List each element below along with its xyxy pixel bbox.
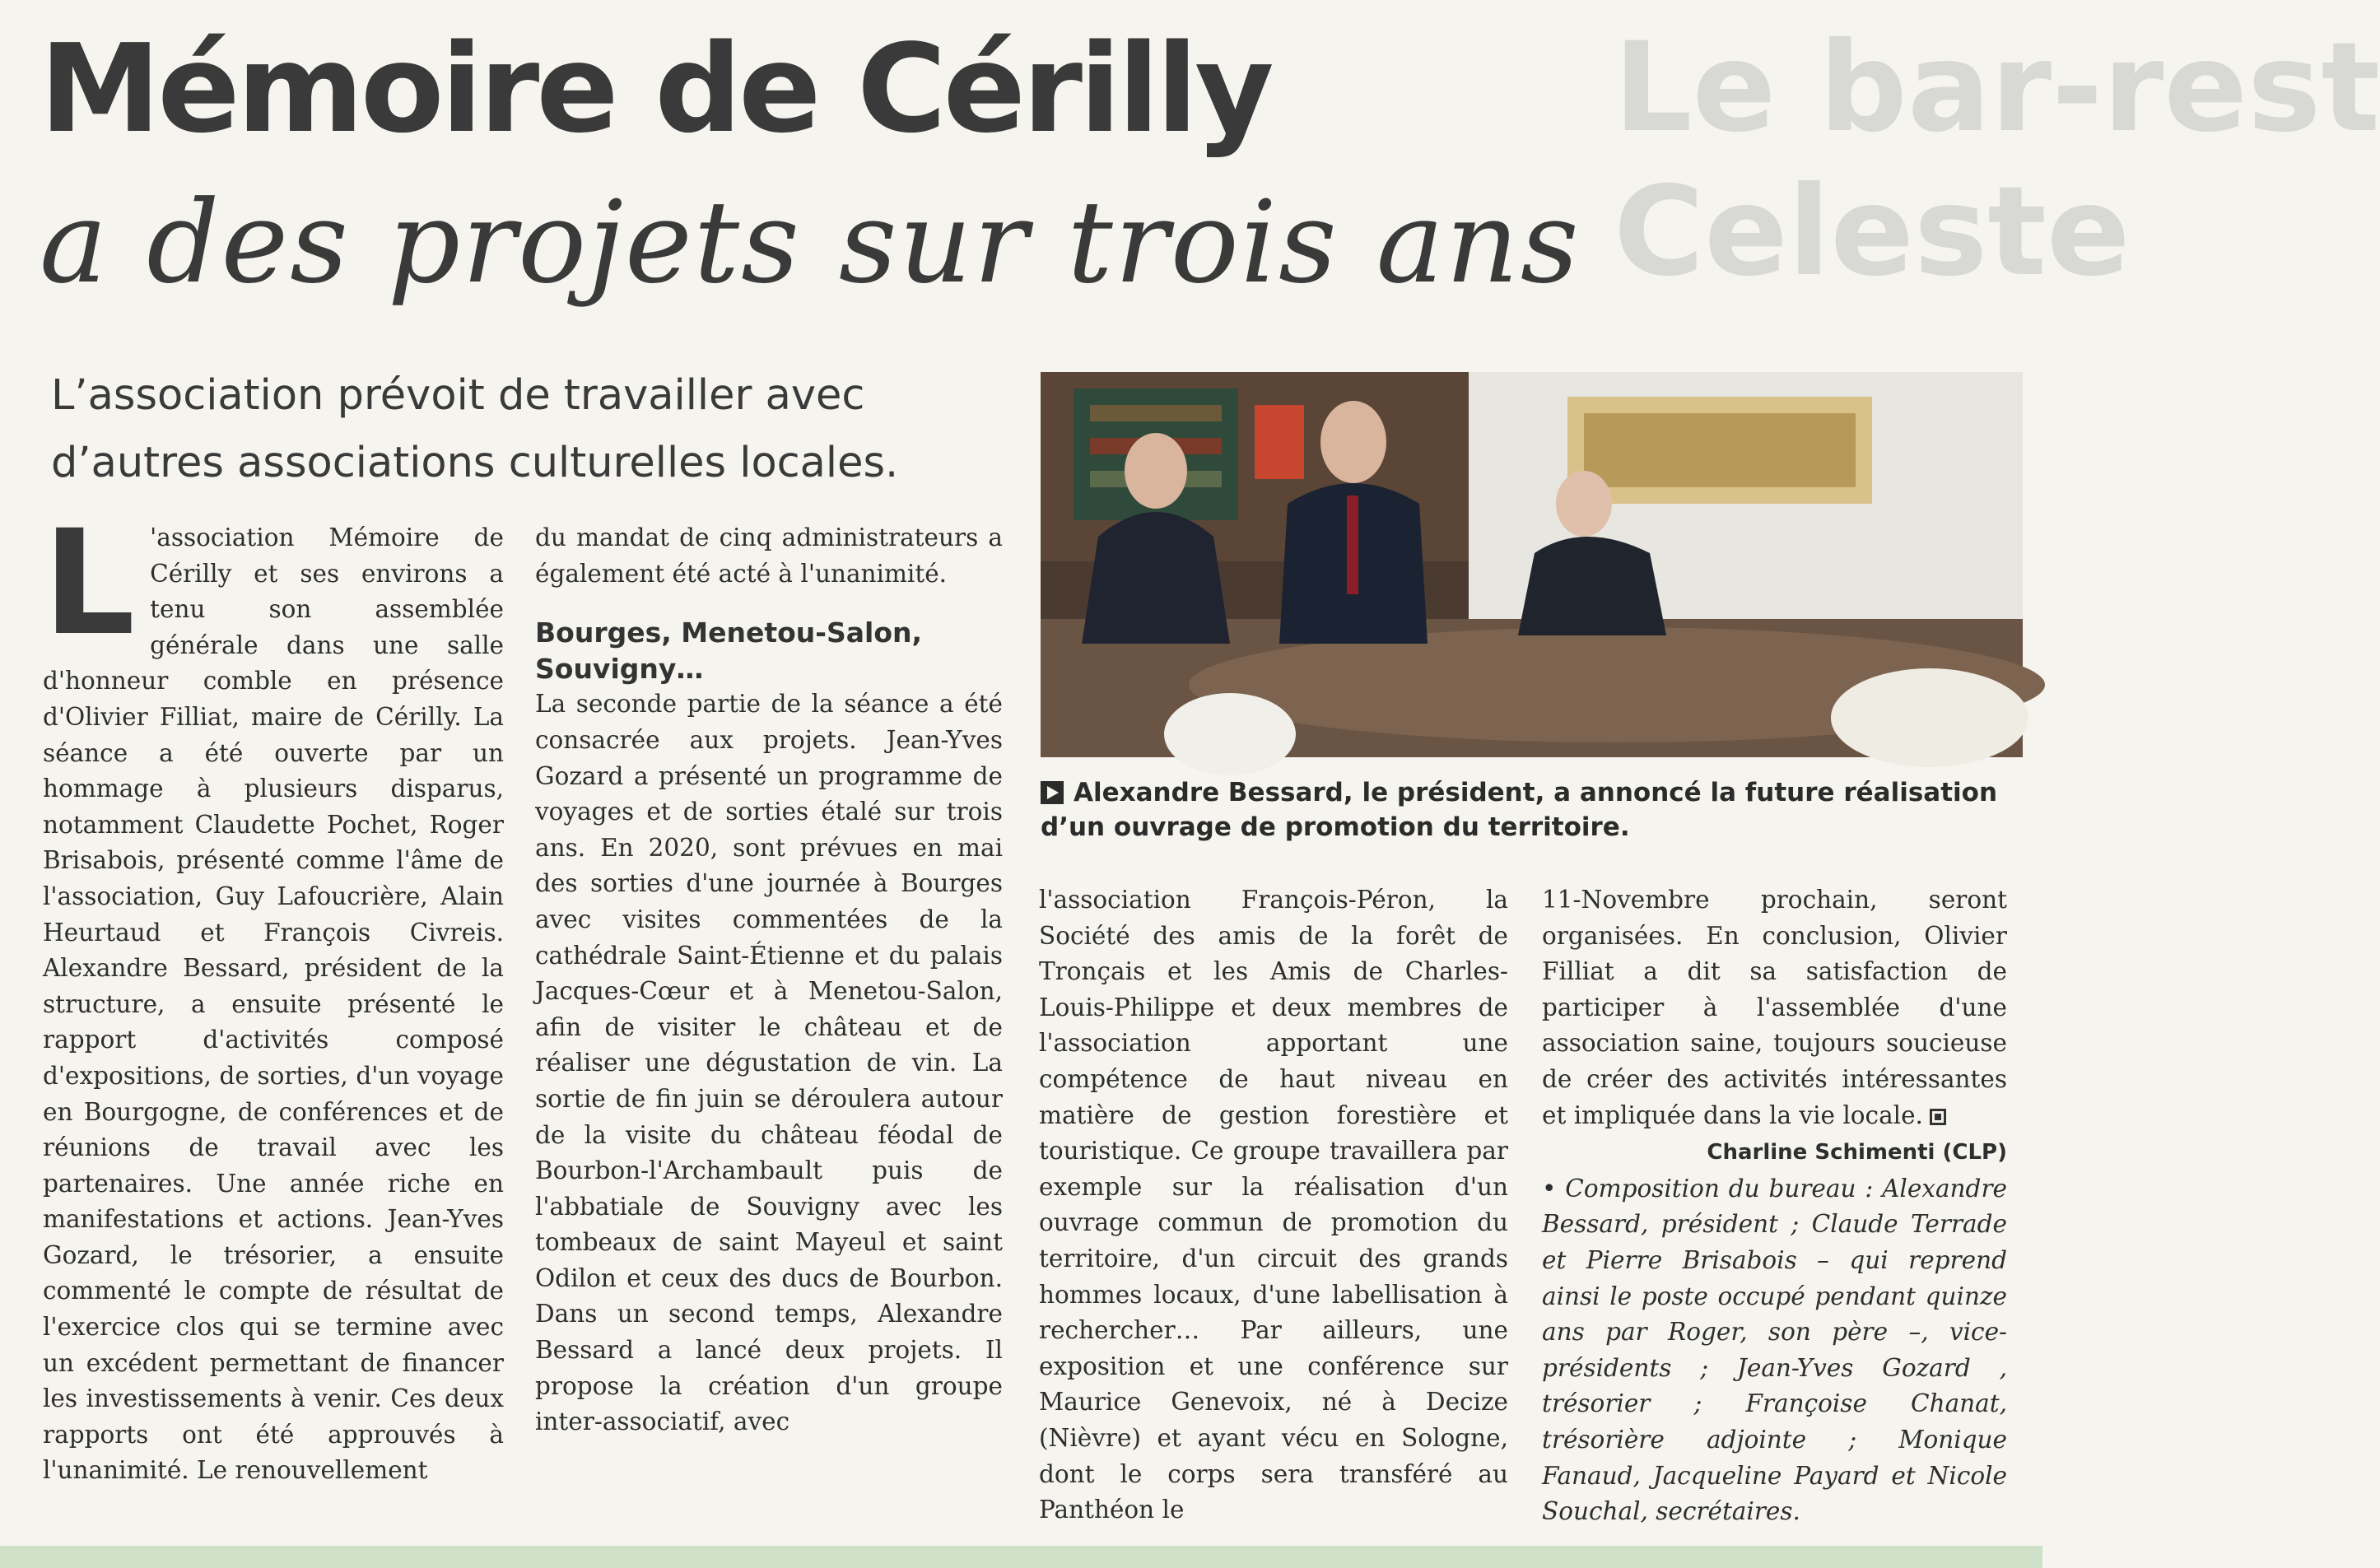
article-column-3 (1039, 882, 1508, 1524)
headline-line-1: Mémoire de Cérilly (40, 18, 1271, 160)
bottom-color-strip (0, 1546, 2042, 1568)
ghost-line-1: Le bar-rest (1614, 16, 2380, 160)
column-3-text: l'association François-Péron, la Société des amis de la forêt de Tronçais et les Amis de Charles-Louis-Philippe et deux membres de l'association apportant une compétence de haut niveau en matière de gestion forestière et touristique. Ce groupe travaillera par exemple sur la réalisation d'un ouvrage commun de promotion du territoire, d'un circuit des grands hommes locaux, d'une labellisation à rechercher… Par ailleurs, une exposition et une conférence sur Maurice Genevoix, né à Decize (Nièvre) et ayant vécu en Sologne, dont le corps sera transféré au Panthéon le (1039, 886, 1508, 1524)
article-column-1 (43, 499, 504, 1516)
board-composition: • Composition du bureau : Alexandre Bessard, président ; Claude Terrade et Pierre Brisabois – qui reprend ainsi le poste occupé pendant quinze ans par Roger, son père –, vice-présidents ; Jean-Yves Gozard , trésorier ; Françoise Chanat, trésorière adjointe ; Monique Fanaud, Jacqueline Payard et Nicole Souchal, secrétaires. (1542, 1174, 2007, 1526)
article-deck: L’association prévoit de travailler avec d’autres associations culturelles locales. (51, 371, 899, 487)
caption-arrow-icon (1041, 781, 1064, 804)
column-2-text: La seconde partie de la séance a été consacrée aux projets. Jean-Yves Gozard a présenté un programme de voyages et de sorties étalé sur trois ans. En 2020, sont prévues en mai des sorties d'une journée à Bourges avec visites commentées de la cathédrale Saint-Étienne et du palais Jacques-Cœur et à Menetou-Salon, afin de visiter le château et de réaliser une dégustation de vin. La sortie de fin juin se déroulera autour de la visite du château féodal de Bourbon-l'Archambault puis de l'abbatiale de Souvigny avec les tombeaux de saint Mayeul et saint Odilon et ceux des ducs de Bourbon. Dans un second temps, Alexandre Bessard a lancé deux projets. Il propose la création d'un groupe inter-associatif, avec (535, 690, 1003, 1436)
headline-line-2: a des projets sur trois ans (40, 176, 1581, 309)
article-column-4 (1542, 882, 2007, 1524)
ghost-line-2: Celeste (1614, 161, 2131, 304)
author-signature: Charline Schimenti (CLP) (1707, 1140, 2007, 1166)
photo-caption (1041, 775, 2020, 844)
section-subhead: Bourges, Menetou-Salon, Souvigny… (535, 616, 923, 685)
drop-cap: L (43, 499, 136, 668)
caption-text: Alexandre Bessard, le président, a annoncé la future réalisation d’un ouvrage de promotion du territoire. (1041, 778, 1998, 842)
article-column-2 (535, 520, 1003, 1516)
column-4-body: 11-Novembre prochain, seront organisées. En conclusion, Olivier Filliat a dit sa satisfaction de participer à l'assemblée d'une association saine, toujours soucieuse de créer des activités intéressantes et impliquée dans la vie locale. (1542, 886, 2007, 1129)
column-1-text: 'association Mémoire de Cérilly et ses environs a tenu son assemblée générale dans une salle d'honneur comble en présence d'Olivier Filliat, maire de Cérilly. La séance a été ouverte par un hommage à plusieurs disparus, notamment Claudette Pochet, Roger Brisabois, présenté comme l'âme de l'association, Guy Lafoucrière, Alain Heurtaud et François Civreis. Alexandre Bessard, président de la structure, a ensuite présenté le rapport d'activités composé d'expositions, de sorties, d'un voyage en Bourgogne, de conférences et de réunions de travail avec les partenaires. Une année riche en manifestations et actions. Jean-Yves Gozard, le trésorier, a ensuite commenté le compte de résultat de l'exercice clos qui se termine avec un excédent permettant de financer les investissements à venir. Ces deux rapports ont été approuvés à l'unanimité. Le renouvellement (43, 523, 504, 1485)
column-2-intro: du mandat de cinq administrateurs a également été acté à l'unanimité. (535, 523, 1003, 588)
end-of-article-icon (1930, 1109, 1946, 1125)
column-4-text (1542, 882, 2007, 1133)
meeting-photo-illustration (1041, 372, 2023, 757)
meeting-photo (1041, 372, 2023, 757)
